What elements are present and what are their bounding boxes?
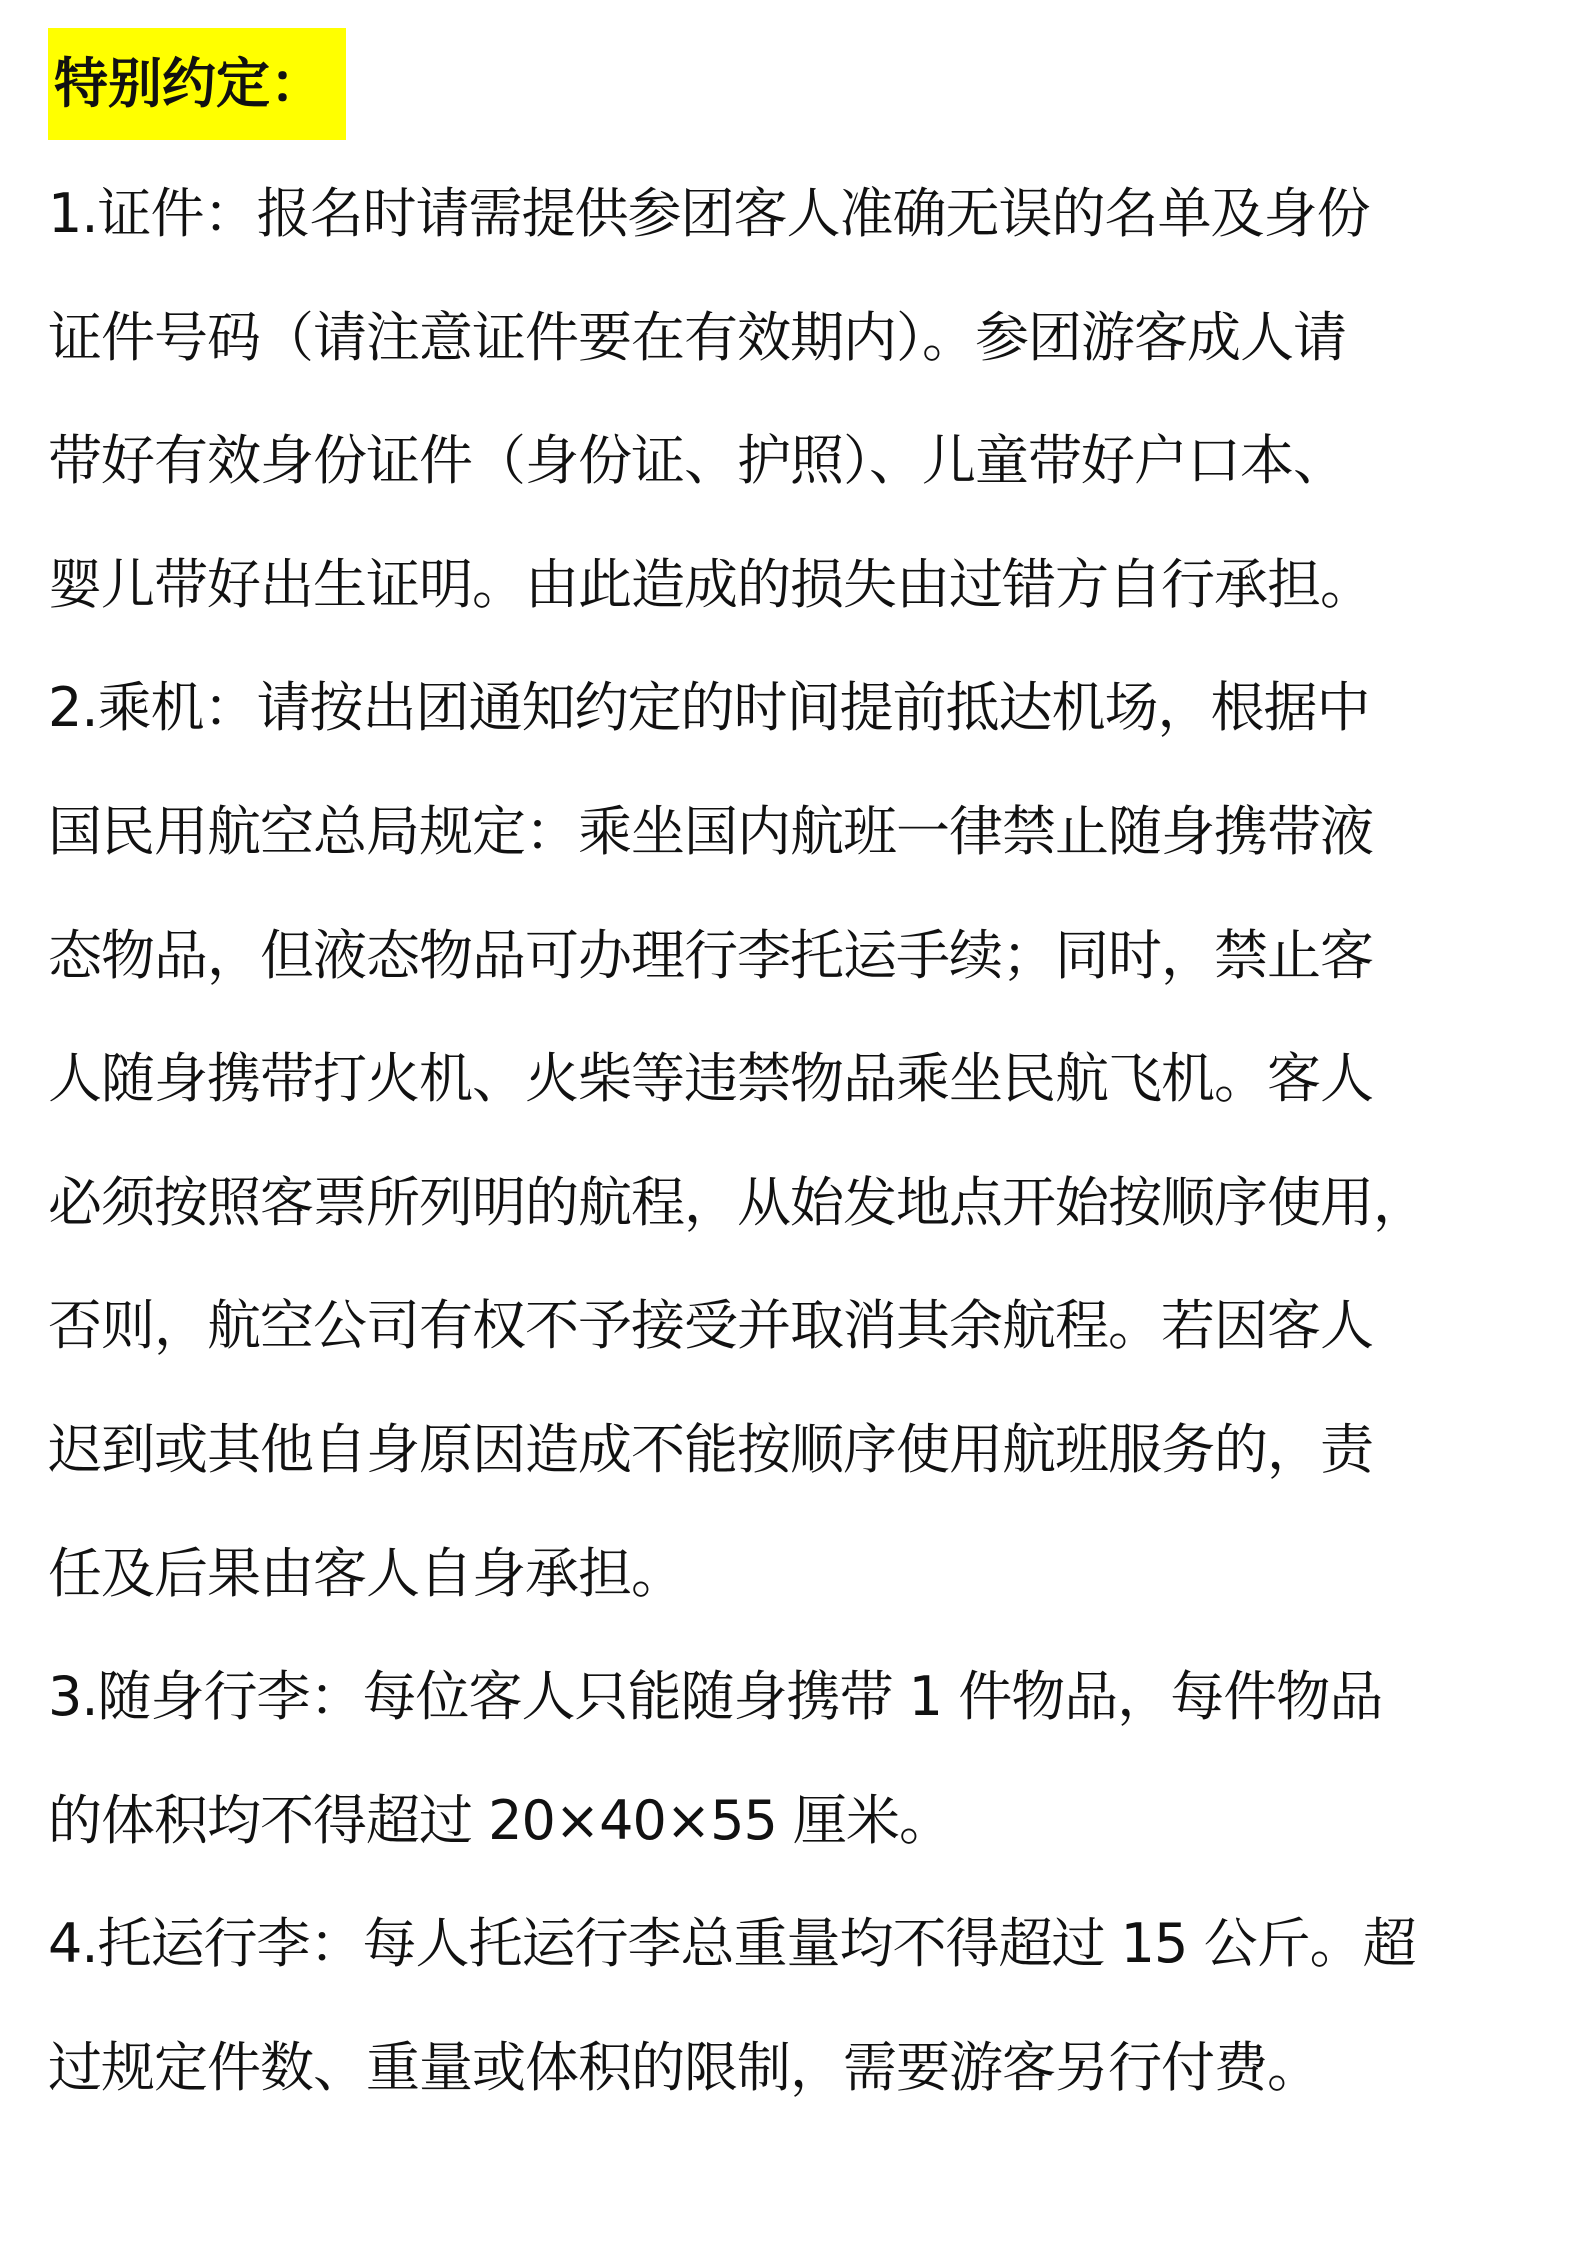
text-line: 3.随身行李：每位客人只能随身携带 1 件物品，每件物品 <box>48 1665 1383 1729</box>
text-line: 迟到或其他自身原因造成不能按顺序使用航班服务的，责 <box>48 1417 1373 1481</box>
text-line: 的体积均不得超过 20×40×55 厘米。 <box>48 1788 952 1852</box>
text-line: 任及后果由客人自身承担。 <box>48 1541 684 1605</box>
text-line: 带好有效身份证件（身份证、护照）、儿童带好户口本、 <box>48 429 1346 493</box>
text-line: 人随身携带打火机、火柴等违禁物品乘坐民航飞机。客人 <box>48 1047 1373 1111</box>
text-line: 否则，航空公司有权不予接受并取消其余航程。若因客人 <box>48 1294 1373 1358</box>
text-line: 2.乘机：请按出团通知约定的时间提前抵达机场，根据中 <box>48 676 1370 740</box>
text-line: 1.证件：报名时请需提供参团客人准确无误的名单及身份 <box>48 182 1370 245</box>
text-line: 必须按照客票所列明的航程，从始发地点开始按顺序使用， <box>48 1170 1426 1234</box>
text-line: 过规定件数、重量或体积的限制，需要游客另行付费。 <box>48 2035 1320 2099</box>
text-line: 证件号码（请注意证件要在有效期内）。参团游客成人请 <box>48 305 1346 369</box>
text-line: 国民用航空总局规定：乘坐国内航班一律禁止随身携带液 <box>48 799 1373 863</box>
text-line: 婴儿带好出生证明。由此造成的损失由过错方自行承担。 <box>48 552 1373 616</box>
terms-text <box>48 152 1538 2130</box>
text-line: 态物品，但液态物品可办理行李托运手续；同时，禁止客 <box>48 923 1373 987</box>
text-line: 4.托运行李：每人托运行李总重量均不得超过 15 公斤。超 <box>48 1912 1416 1976</box>
section-heading: 特别约定： <box>48 28 346 140</box>
